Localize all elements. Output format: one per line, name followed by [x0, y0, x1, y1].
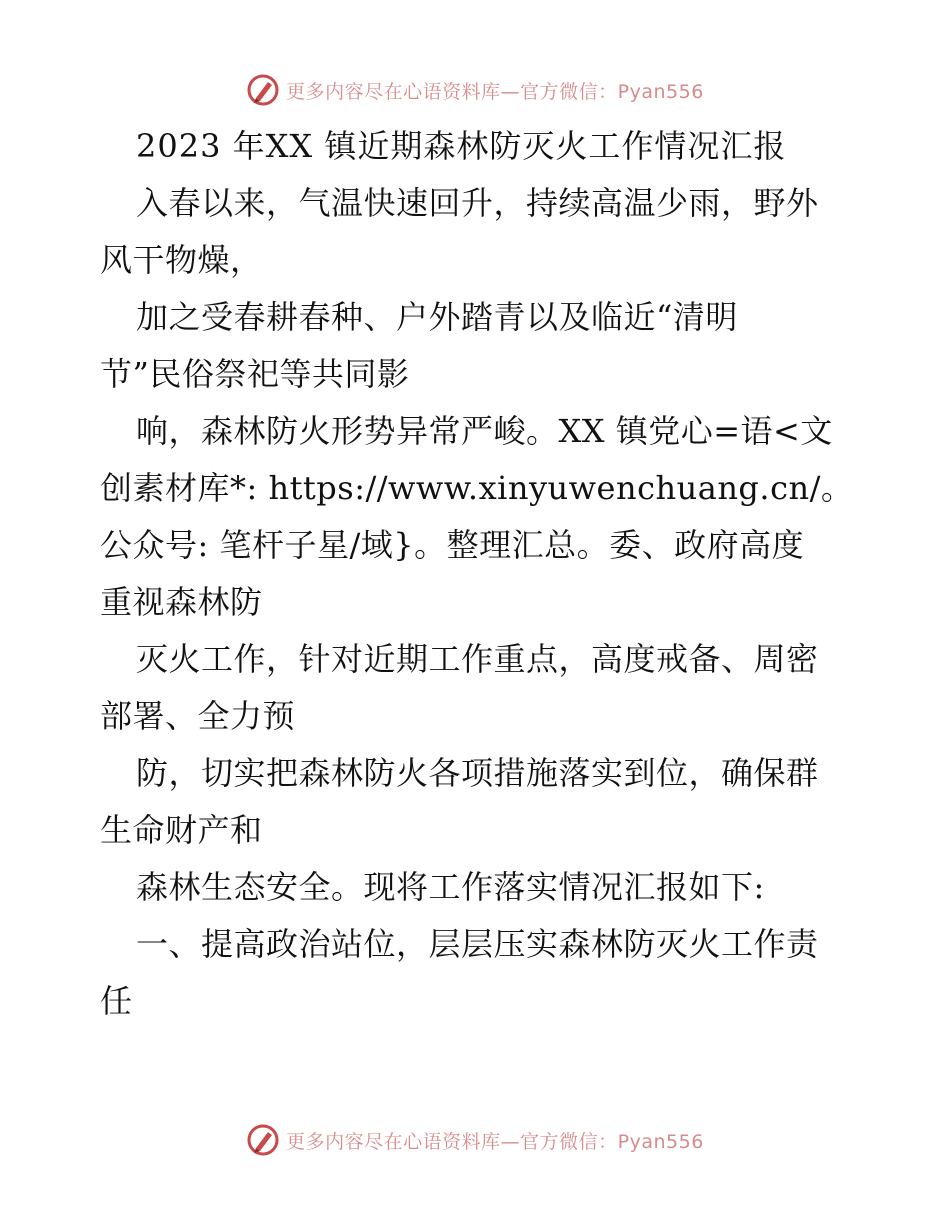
text-line: 加之受春耕春种、户外踏青以及临近“清明	[136, 298, 738, 336]
pen-logo-icon	[246, 1123, 280, 1157]
text-line: 入春以来，气温快速回升，持续高温少雨，野外	[136, 184, 819, 222]
text-line: 一、提高政治站位，层层压实森林防灭火工作责	[136, 925, 819, 963]
text-line: 任	[100, 982, 133, 1020]
footer-banner	[0, 1120, 950, 1160]
text-line: 生命财产和	[100, 811, 263, 849]
header-banner-text: 更多内容尽在心语资料库—官方微信：Pyan556	[286, 80, 704, 103]
document-lines	[100, 175, 860, 1030]
footer-banner-text: 更多内容尽在心语资料库—官方微信：Pyan556	[286, 1130, 704, 1153]
pen-logo-icon	[246, 73, 280, 107]
text-line: 灭火工作，针对近期工作重点，高度戒备、周密	[136, 640, 819, 678]
text-line: 公众号: 笔杆子星/域}。整理汇总。委、政府高度	[100, 526, 805, 564]
text-line: 重视森林防	[100, 583, 263, 621]
text-line: 节”民俗祭祀等共同影	[100, 355, 410, 393]
document-body	[100, 118, 860, 1030]
text-line: 风干物燥，	[100, 241, 263, 279]
text-line: 防，切实把森林防火各项措施落实到位，确保群	[136, 754, 819, 792]
text-line: 响，森林防火形势异常严峻。XX 镇党心=语<文	[136, 412, 833, 450]
text-line: 森林生态安全。现将工作落实情况汇报如下:	[136, 868, 765, 906]
text-line: 部署、全力预	[100, 697, 296, 735]
text-line: 创素材库*: https://www.xinyuwenchuang.cn/。	[100, 469, 854, 507]
document-title: 2023 年XX 镇近期森林防灭火工作情况汇报	[136, 127, 787, 165]
header-banner	[0, 70, 950, 110]
